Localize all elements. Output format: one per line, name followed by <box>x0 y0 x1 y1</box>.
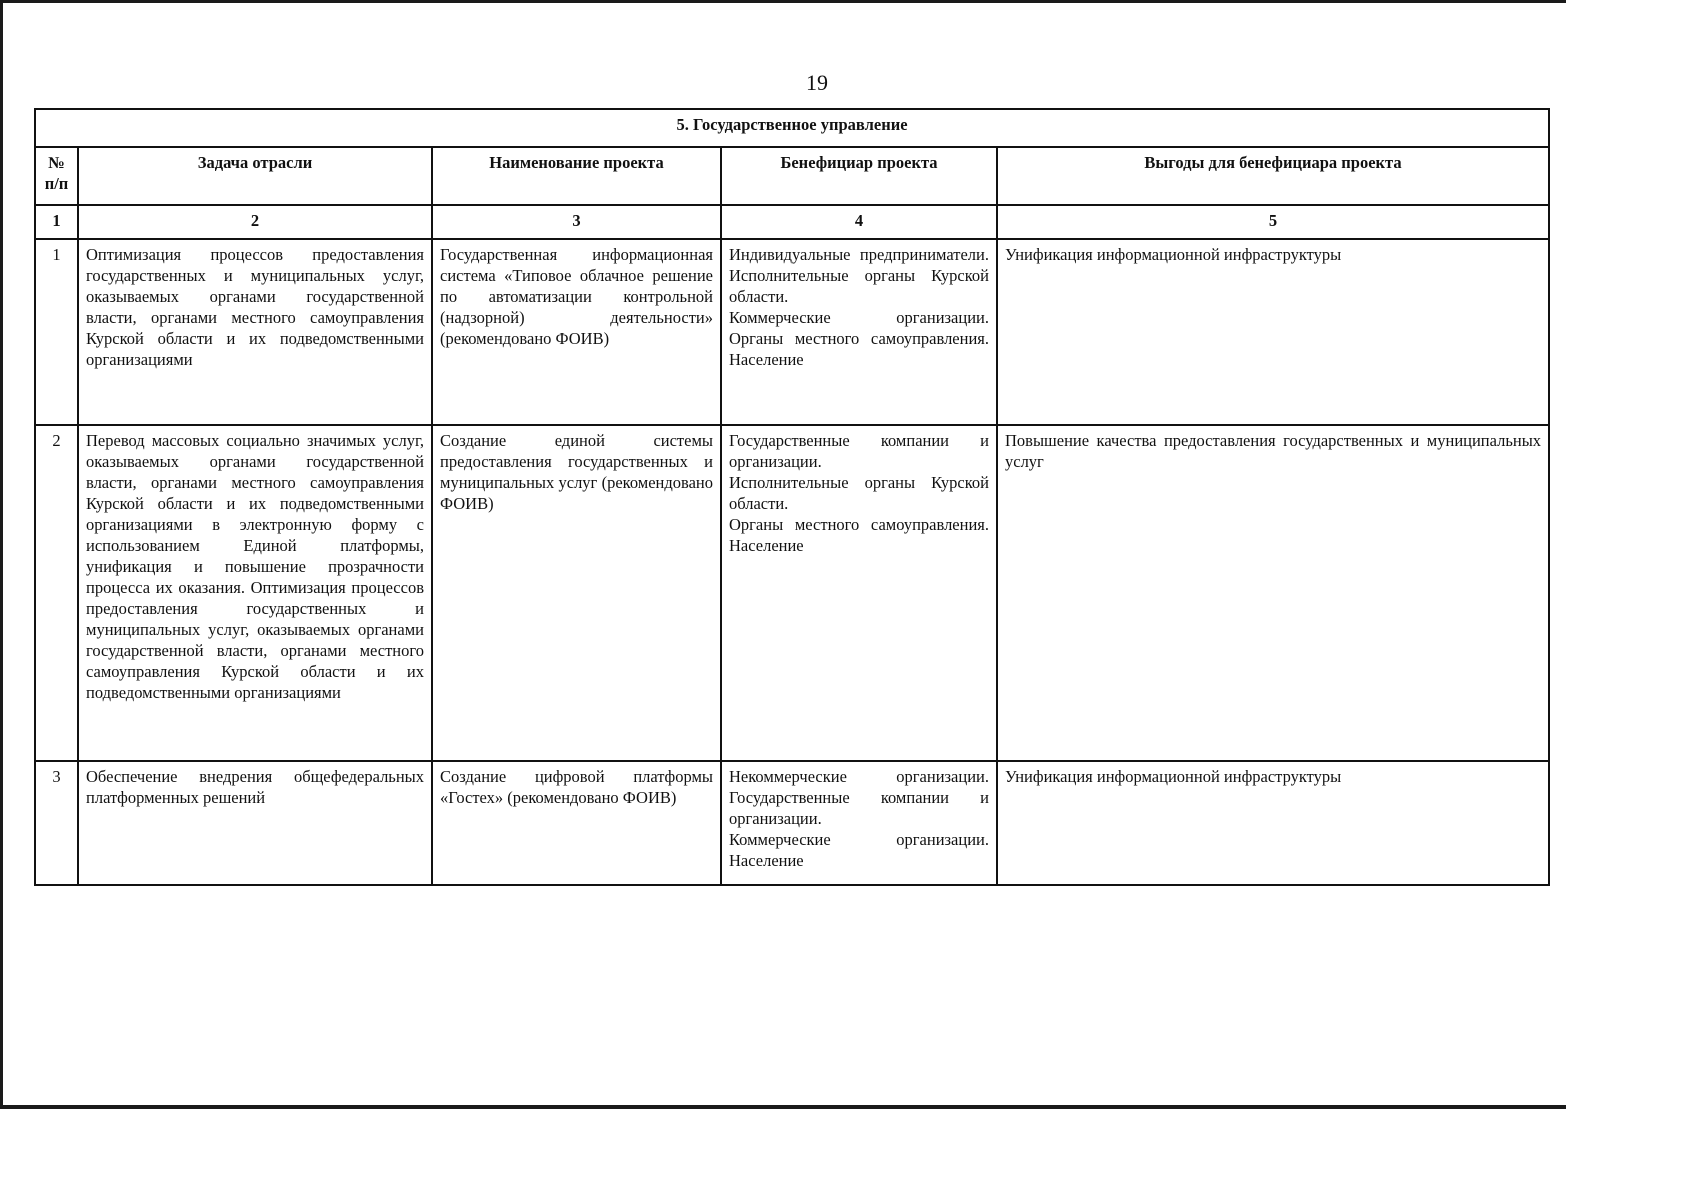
project-cell: Создание цифровой платформы «Гостех» (рекомендовано ФОИВ) <box>432 761 721 885</box>
benefits-cell: Повышение качества предоставления государственных и муниципальных услуг <box>997 425 1549 761</box>
header-task: Задача отрасли <box>78 147 432 205</box>
column-number-row <box>35 205 1549 239</box>
benefits-cell: Унификация информационной инфраструктуры <box>997 761 1549 885</box>
column-number: 4 <box>721 205 997 239</box>
section-title: 5. Государственное управление <box>35 109 1549 147</box>
beneficiary-line: Исполнительные органы Курской области. <box>729 473 989 513</box>
header-beneficiary: Бенефициар проекта <box>721 147 997 205</box>
beneficiary-line: Государственные компании и организации. <box>729 431 989 471</box>
scan-edge-left <box>0 0 3 1109</box>
header-number: № п/п <box>35 147 78 205</box>
scan-edge-top <box>0 0 1566 3</box>
beneficiary-line: Коммерческие организации. <box>729 308 989 327</box>
project-cell: Государственная информационная система «Типовое облачное решение по автоматизации контрольной (надзорной) деятельности» (рекомендовано ФОИВ) <box>432 239 721 425</box>
row-number: 2 <box>35 425 78 761</box>
beneficiary-line: Индивидуальные предприниматели. <box>729 245 989 264</box>
beneficiary-line: Население <box>729 851 804 870</box>
header-project: Наименование проекта <box>432 147 721 205</box>
projects-table <box>34 108 1550 886</box>
table-row <box>35 761 1549 885</box>
column-number: 5 <box>997 205 1549 239</box>
beneficiary-line: Исполнительные органы Курской области. <box>729 266 989 306</box>
header-benefits: Выгоды для бенефициара проекта <box>997 147 1549 205</box>
beneficiary-line: Государственные компании и организации. <box>729 788 989 828</box>
task-cell: Перевод массовых социально значимых услуг, оказываемых органами государственной власти, органами местного самоуправления Курской области и их подведомственными организациями в электронную форму с использованием Единой платформы, унификация и повышение прозрачности процесса их оказания. Оптимизация процессов предоставления государственных и муниципальных услуг, оказываемых органами государственной власти, органами местного самоуправления Курской области и их подведомственными организациями <box>78 425 432 761</box>
task-cell: Обеспечение внедрения общефедеральных платформенных решений <box>78 761 432 885</box>
benefits-cell: Унификация информационной инфраструктуры <box>997 239 1549 425</box>
beneficiary-line: Некоммерческие организации. <box>729 767 989 786</box>
table-row <box>35 425 1549 761</box>
column-number: 3 <box>432 205 721 239</box>
row-number: 3 <box>35 761 78 885</box>
beneficiary-line: Коммерческие организации. <box>729 830 989 849</box>
header-row <box>35 147 1549 205</box>
page-number: 19 <box>806 70 828 95</box>
beneficiary-cell <box>721 239 997 425</box>
scan-edge-bottom <box>0 1105 1566 1109</box>
column-number: 1 <box>35 205 78 239</box>
column-number: 2 <box>78 205 432 239</box>
beneficiary-line: Органы местного самоуправления. <box>729 329 989 348</box>
beneficiary-line: Органы местного самоуправления. <box>729 515 989 534</box>
beneficiary-cell <box>721 761 997 885</box>
section-title-row <box>35 109 1549 147</box>
beneficiary-cell <box>721 425 997 761</box>
task-cell: Оптимизация процессов предоставления государственных и муниципальных услуг, оказываемых органами государственной власти, органами местного самоуправления Курской области и их подведомственными организациями <box>78 239 432 425</box>
row-number: 1 <box>35 239 78 425</box>
beneficiary-line: Население <box>729 536 804 555</box>
table-row <box>35 239 1549 425</box>
project-cell: Создание единой системы предоставления государственных и муниципальных услуг (рекомендовано ФОИВ) <box>432 425 721 761</box>
beneficiary-line: Население <box>729 350 804 369</box>
